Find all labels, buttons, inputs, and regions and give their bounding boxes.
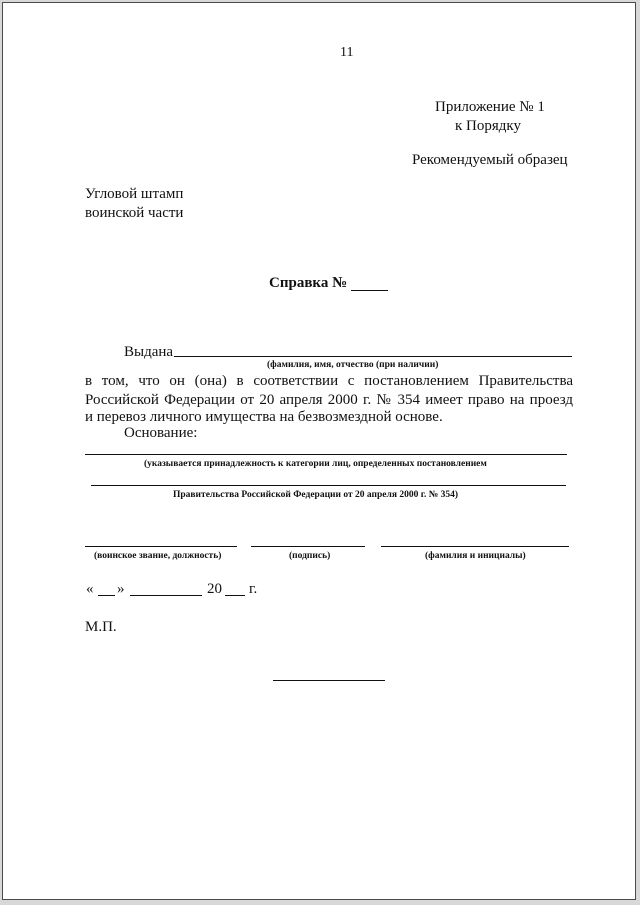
rank-position-caption: (воинское звание, должность) [94, 551, 222, 561]
body-text-line2: Российской Федерации от 20 апреля 2000 г. № 354 имеет право на проезд [85, 392, 573, 408]
issued-name-line [174, 356, 572, 357]
body-text-line3: и перевоз личного имущества на безвозмездной основе. [85, 409, 443, 425]
date-close-quote: » [117, 581, 125, 597]
issued-caption: (фамилия, имя, отчество (при наличии) [267, 360, 439, 370]
rank-position-line [85, 546, 237, 547]
body-line-1 [85, 372, 573, 391]
appendix-number: Приложение № 1 [435, 99, 545, 115]
certificate-number-line [351, 290, 388, 291]
basis-caption-2: Правительства Российской Федерации от 20 апреля 2000 г. № 354) [173, 490, 459, 500]
basis-line-2 [91, 485, 566, 486]
signature-caption: (подпись) [289, 551, 331, 561]
certificate-title: Справка № [269, 275, 348, 291]
footer-rule [273, 680, 385, 681]
document-page [2, 2, 636, 900]
basis-line-1 [85, 454, 567, 455]
recommended-sample: Рекомендуемый образец [412, 152, 568, 168]
full-name-line [381, 546, 569, 547]
date-day-line [98, 595, 115, 596]
issued-label: Выдана [124, 344, 174, 360]
date-year-suffix: г. [249, 581, 258, 597]
corner-stamp-line1: Угловой штамп [85, 186, 184, 202]
date-year-line [225, 595, 245, 596]
date-month-line [130, 595, 202, 596]
seal-place: М.П. [85, 619, 117, 635]
date-year-prefix: 20 [207, 581, 222, 597]
corner-stamp-line2: воинской части [85, 205, 184, 221]
basis-caption-1: (указывается принадлежность к категории лиц, определенных постановлением [144, 459, 487, 469]
basis-label: Основание: [124, 425, 198, 441]
signature-line [251, 546, 365, 547]
appendix-order: к Порядку [455, 118, 521, 134]
body-text-line1: в том, что он (она) в соответствии с постановлением Правительства [85, 373, 573, 389]
date-open-quote: « [86, 581, 94, 597]
page-number: 11 [340, 45, 354, 60]
full-name-caption: (фамилия и инициалы) [425, 551, 526, 561]
